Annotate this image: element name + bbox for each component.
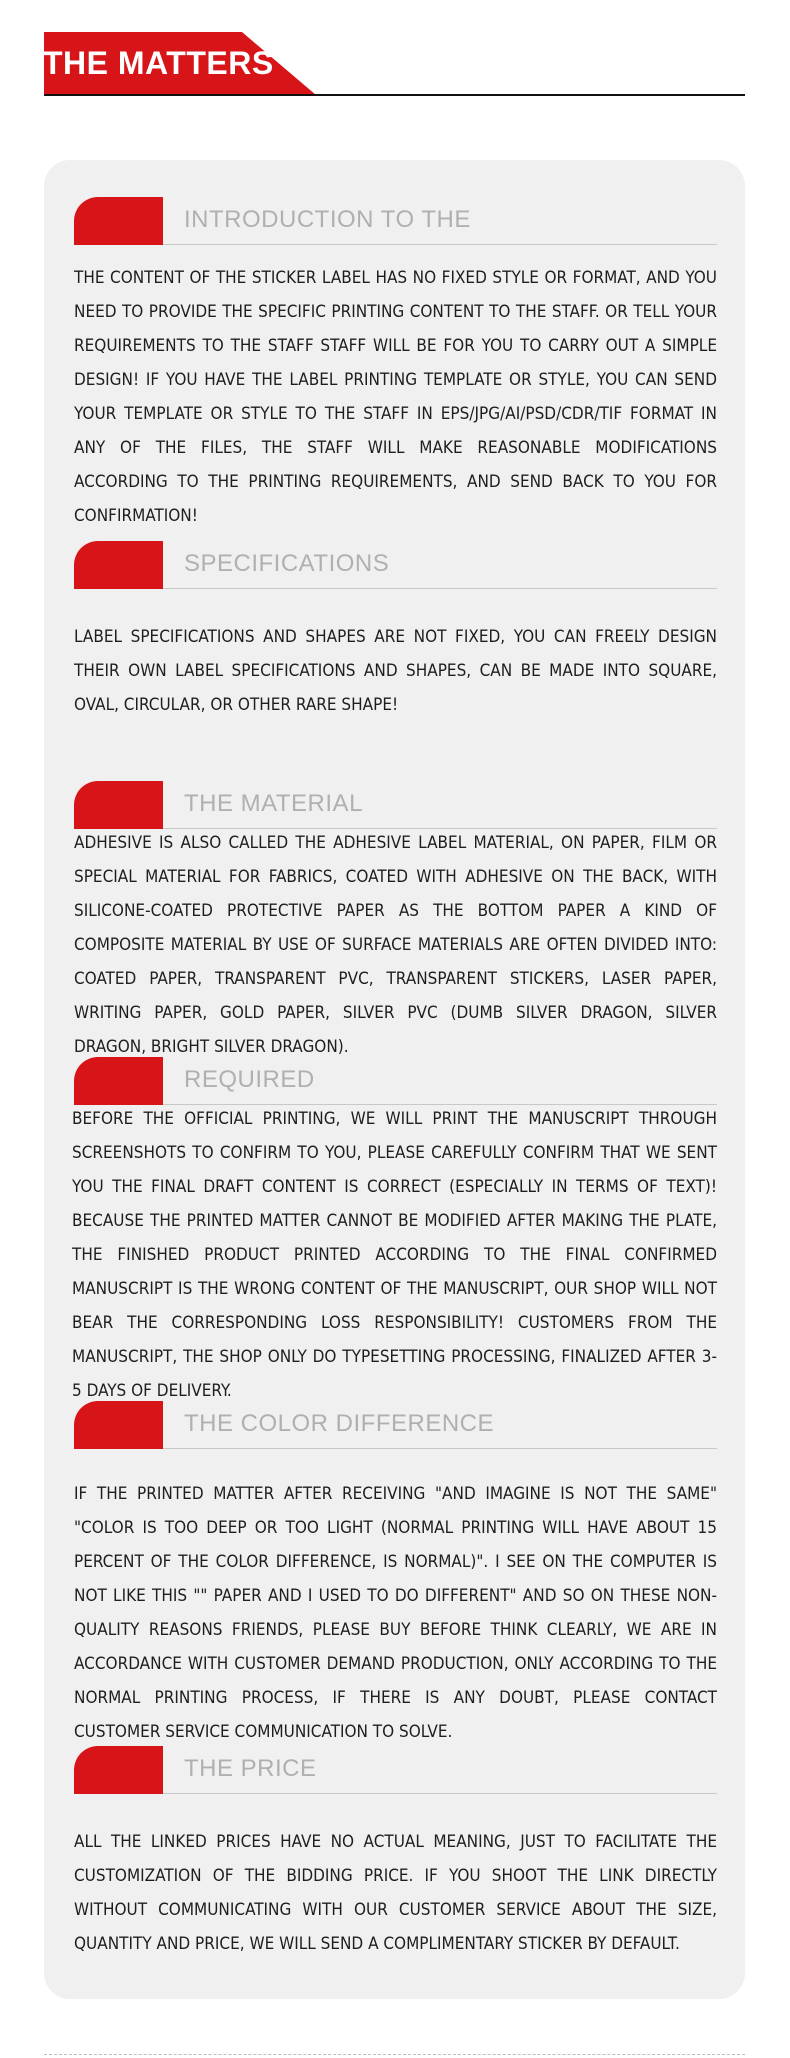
- section-red-tab: [74, 1401, 163, 1449]
- section-divider: [163, 588, 717, 589]
- section-header: [74, 781, 717, 831]
- section-required: [74, 1057, 717, 1408]
- section-title: SPECIFICATIONS: [184, 550, 390, 577]
- section-divider: [163, 828, 717, 829]
- section-price: [74, 1746, 717, 1961]
- section-header: [74, 1057, 717, 1107]
- section-specifications: [74, 541, 717, 722]
- section-divider: [163, 1104, 717, 1105]
- section-header: [74, 1746, 717, 1796]
- header-underline: [44, 94, 745, 96]
- notes-card: [44, 160, 745, 1999]
- page-header: [44, 32, 745, 96]
- section-red-tab: [74, 1057, 163, 1105]
- section-introduction: [74, 197, 717, 533]
- section-red-tab: [74, 781, 163, 829]
- section-body: IF THE PRINTED MATTER AFTER RECEIVING "AND IMAGINE IS NOT THE SAME" "COLOR IS TOO DEEP OR TOO LIGHT (NORMAL PRINTING WILL HAVE ABOUT 15 PERCENT OF THE COLOR DIFFERENCE, IS NORMAL)". I SEE ON THE COMPUTER IS NOT LIKE THIS "" PAPER AND I USED TO DO DIFFERENT" AND SO ON THESE NON-QUALITY REASONS FRIENDS, PLEASE BUY BEFORE THINK CLEARLY, WE ARE IN ACCORDANCE WITH CUSTOMER DEMAND PRODUCTION, ONLY ACCORDING TO THE NORMAL PRINTING PROCESS, IF THERE IS ANY DOUBT, PLEASE CONTACT CUSTOMER SERVICE COMMUNICATION TO SOLVE.: [74, 1484, 717, 1742]
- section-red-tab: [74, 541, 163, 589]
- section-body: LABEL SPECIFICATIONS AND SHAPES ARE NOT FIXED, YOU CAN FREELY DESIGN THEIR OWN LABEL SPECIFICATIONS AND SHAPES, CAN BE MADE INTO SQUARE, OVAL, CIRCULAR, OR OTHER RARE SHAPE!: [74, 627, 717, 715]
- section-body: ADHESIVE IS ALSO CALLED THE ADHESIVE LABEL MATERIAL, ON PAPER, FILM OR SPECIAL MATERIAL FOR FABRICS, COATED WITH ADHESIVE ON THE BACK, WITH SILICONE-COATED PROTECTIVE PAPER AS THE BOTTOM PAPER A KIND OF COMPOSITE MATERIAL BY USE OF SURFACE MATERIALS ARE OFTEN DIVIDED INTO: COATED PAPER, TRANSPARENT PVC, TRANSPARENT STICKERS, LASER PAPER, WRITING PAPER, GOLD PAPER, SILVER PVC (DUMB SILVER DRAGON, SILVER DRAGON, BRIGHT SILVER DRAGON).: [74, 833, 717, 1057]
- section-title: REQUIRED: [184, 1066, 315, 1093]
- section-body: THE CONTENT OF THE STICKER LABEL HAS NO FIXED STYLE OR FORMAT, AND YOU NEED TO PROVIDE THE SPECIFIC PRINTING CONTENT TO THE STAFF. OR TELL YOUR REQUIREMENTS TO THE STAFF STAFF WILL BE FOR YOU TO CARRY OUT A SIMPLE DESIGN! IF YOU HAVE THE LABEL PRINTING TEMPLATE OR STYLE, YOU CAN SEND YOUR TEMPLATE OR STYLE TO THE STAFF IN EPS/JPG/AI/PSD/CDR/TIF FORMAT IN ANY OF THE FILES, THE STAFF WILL MAKE REASONABLE MODIFICATIONS ACCORDING TO THE PRINTING REQUIREMENTS, AND SEND BACK TO YOU FOR CONFIRMATION!: [74, 268, 717, 526]
- section-title: THE MATERIAL: [184, 790, 363, 817]
- page-title: THE MATTERS: [43, 45, 274, 81]
- section-color-difference: [74, 1401, 717, 1749]
- section-material: [74, 781, 717, 1064]
- section-title: INTRODUCTION TO THE: [184, 206, 471, 233]
- bottom-dashed-divider: [44, 2054, 745, 2055]
- section-divider: [163, 1793, 717, 1794]
- section-title: THE COLOR DIFFERENCE: [184, 1410, 495, 1437]
- section-title: THE PRICE: [184, 1755, 317, 1782]
- section-header: [74, 541, 717, 591]
- section-red-tab: [74, 1746, 163, 1794]
- section-header: [74, 1401, 717, 1451]
- section-red-tab: [74, 197, 163, 245]
- section-body: ALL THE LINKED PRICES HAVE NO ACTUAL MEANING, JUST TO FACILITATE THE CUSTOMIZATION OF THE BIDDING PRICE. IF YOU SHOOT THE LINK DIRECTLY WITHOUT COMMUNICATING WITH OUR CUSTOMER SERVICE ABOUT THE SIZE, QUANTITY AND PRICE, WE WILL SEND A COMPLIMENTARY STICKER BY DEFAULT.: [74, 1832, 717, 1954]
- section-divider: [163, 244, 717, 245]
- section-header: [74, 197, 717, 247]
- section-divider: [163, 1448, 717, 1449]
- section-body: BEFORE THE OFFICIAL PRINTING, WE WILL PRINT THE MANUSCRIPT THROUGH SCREENSHOTS TO CONFIRM TO YOU, PLEASE CAREFULLY CONFIRM THAT WE SENT YOU THE FINAL DRAFT CONTENT IS CORRECT (ESPECIALLY IN TERMS OF TEXT)! BECAUSE THE PRINTED MATTER CANNOT BE MODIFIED AFTER MAKING THE PLATE, THE FINISHED PRODUCT PRINTED ACCORDING TO THE FINAL CONFIRMED MANUSCRIPT IS THE WRONG CONTENT OF THE MANUSCRIPT, OUR SHOP WILL NOT BEAR THE CORRESPONDING LOSS RESPONSIBILITY! CUSTOMERS FROM THE MANUSCRIPT, THE SHOP ONLY DO TYPESETTING PROCESSING, FINALIZED AFTER 3-5 DAYS OF DELIVERY.: [72, 1109, 717, 1401]
